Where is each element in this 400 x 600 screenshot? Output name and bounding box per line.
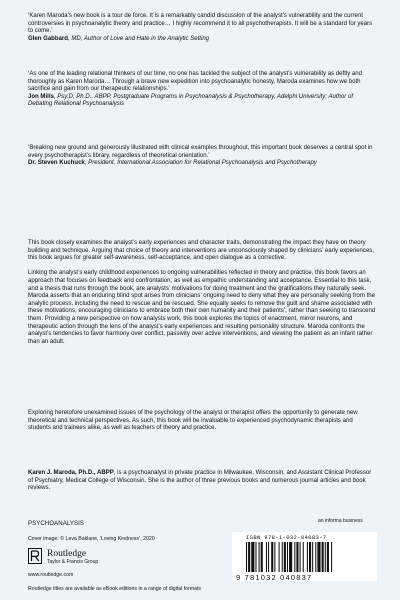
cover-image-credit: Cover image: © Leva Baklane, ‘Loving Kindness’, 2020 — [28, 536, 155, 542]
barcode-area — [232, 523, 377, 581]
attribution-name: Dr. Steven Kuchuck — [28, 160, 85, 167]
review-quote-2 — [28, 71, 376, 109]
tagline-text: Exploring heretofore unexamined issues of the psychology of the analyst or therapist offers the opportunity to generate new theoretical and technical perspectives. As such, this book will be invaluable to experienced psychodynamic therapists and students and trainees alike, as well as teachers of theory and practice. — [28, 410, 358, 432]
attribution-name: Glen Gabbard — [28, 35, 68, 42]
book-description — [28, 240, 376, 346]
attribution-name: Jon Mills — [28, 93, 54, 100]
barcode-box — [232, 532, 377, 581]
publisher-name: Routledge — [47, 549, 87, 559]
description-paragraph-2: Linking the analyst’s early childhood experiences to ongoing vulnerabilities reflected in theory and practice, this book favors an approach that focuses on feedback and confrontation, as well as empathic understanding and acceptance. Essential to this task, and a thesis that runs through the book, are analysts’ motivations for doing treatment and the gratifications they naturally seek. Maroda asserts that an enduring blind spot arises from clinicians’ ongoing need to deny what they are personally seeking from the analytic process, including the need to rescue and be rescued. She equally seeks to remove the guilt and shame associated with these motivations, encouraging clinicians to embrace both their own humanity and their patients’, rather than seeking to transcend them. Providing a new perspective on how analysts work, this book explores the topics of enactment, mirror neurons, and therapeutic action through the lens of the analyst’s early experiences and resulting personality structure. Maroda confronts the analyst’s tendencies to favor harmony over conflict, passivity over active interventions, and viewing the patient as an infant rather than an adult. — [28, 270, 376, 345]
barcode-icon — [246, 542, 366, 572]
isbn-label: ISBN 978-1-032-04083-7 — [246, 534, 327, 541]
routledge-r-icon — [28, 548, 42, 564]
quote-text: ‘Karen Maroda’s new book is a tour de force. It is a remarkably candid discussion of the analyst’s vulnerability and the current controversies in psychoanalytic theory and practice… I highly recommend it to all psychotherapists. It will be a standard for years to come.’ — [28, 13, 373, 35]
quote-attribution — [28, 160, 376, 168]
quote-attribution — [28, 94, 376, 109]
review-quote-3 — [28, 145, 376, 168]
barcode-number: 9 781032 040837 — [236, 573, 313, 582]
attribution-detail: , President, International Association for Relational Psychoanalysis and Psychotherapy — [84, 160, 317, 167]
publisher-website: www.routledge.com — [28, 572, 74, 578]
ebook-note: Routledge titles are available as eBook editions in a range of digital formats — [28, 586, 202, 592]
review-quote-1 — [28, 13, 376, 43]
publisher-logo — [28, 548, 168, 568]
subject-category: PSYCHOANALYSIS — [28, 521, 85, 527]
publisher-group: Taylor & Francis Group — [47, 559, 99, 565]
attribution-detail: , MD, Author of — [67, 35, 111, 42]
quote-text: ‘Breaking new ground and generously illustrated with clinical examples throughout, this important book deserves a central spot in every psychotherapist’s library, regardless of theoretical orientation.’ — [28, 145, 373, 159]
attribution-detail: , Psy.D, Ph.D., ABPP, Postgraduate Programs in Psychoanalysis & Psychotherapy, Adelphi University; Author of — [53, 93, 353, 100]
description-paragraph-1: This book closely examines the analyst’s early experiences and character traits, demonstrating the impact they have on theory building and technique. Arguing that choice of theory and interventions are unconsciously shaped by clinicians’ early experiences, this book argues for greater self-awareness, self-acceptance, and open dialogue as a corrective. — [28, 240, 375, 262]
author-bio-text: , is a psychoanalyst in private practice in Milwaukee, Wisconsin, and Assistant Clinical Professor of Psychiatry, Medical College of Wisconsin. She is the author of three previous books and numerous journal articles and book reviews. — [28, 470, 372, 492]
author-bio — [28, 470, 376, 493]
book-tagline — [28, 410, 376, 433]
attribution-book-title: Debating Relational Psychoanalysis — [28, 101, 125, 108]
quote-attribution — [28, 36, 376, 44]
attribution-book-title: Love and Hate in the Analytic Setting — [110, 35, 210, 42]
quote-text: ‘As one of the leading relational thinkers of our time, no one has tackled the subject of the analyst’s vulnerability as deftly and thoroughly as Karen Maroda… Through a brave new expedition into psychoanalytic honesty, Maroda examines how we both sacrifice and gain from our therapeutic relationships.’ — [28, 71, 363, 93]
author-name: Karen J. Maroda, Ph.D., ABPP — [28, 470, 114, 476]
informa-tag: an informa business — [318, 518, 363, 524]
